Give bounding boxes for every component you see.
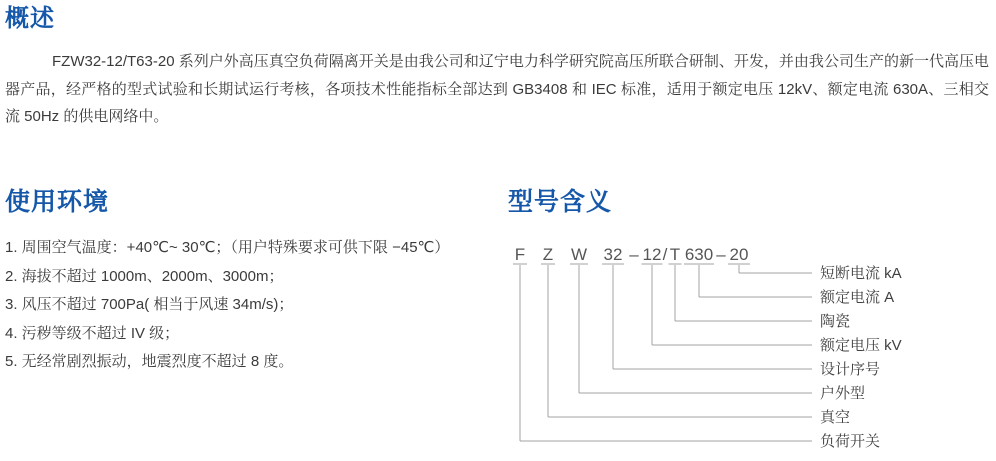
environment-item-3: 3. 风压不超过 700Pa( 相当于风速 34m/s)； [5, 296, 294, 314]
model-part-label: 陶瓷 [820, 313, 851, 330]
model-code-part: 12 [642, 245, 662, 264]
model-code-part: / [662, 245, 668, 264]
model-code-part: 20 [729, 245, 749, 264]
model-part-label: 户外型 [820, 385, 866, 402]
model-code-part: W [570, 245, 588, 264]
model-part-label: 负荷开关 [820, 433, 881, 450]
model-code-part: T [669, 245, 681, 264]
environment-item-5: 5. 无经常剧烈振动，地震烈度不超过 8 度。 [5, 353, 294, 371]
model-code-part: – [716, 245, 726, 264]
model-part-label: 真空 [820, 409, 851, 426]
model-part-label: 短断电流 kA [820, 265, 902, 282]
overview-heading: 概述 [5, 5, 55, 32]
environment-item-2: 2. 海拔不超过 1000m、2000m、3000m； [5, 267, 284, 285]
model-part-label: 额定电压 kV [820, 337, 902, 354]
model-code-part: F [514, 245, 526, 264]
model-code-part: – [629, 245, 639, 264]
model-code-part: 630 [684, 245, 714, 264]
model-part-label: 设计序号 [820, 361, 881, 378]
model-code-part: Z [542, 245, 554, 264]
model-designation-diagram [500, 230, 996, 461]
overview-paragraph: FZW32-12/T63-20 系列户外高压真空负荷隔离开关是由我公司和辽宁电力科学研究院高压所联合研制、开发，并由我公司生产的新一代高压电器产品，经严格的型式试验和长期试运行考核，各项技术性能指标全部达到 GB3408 和 IEC 标准，适用于额定电压 12kV、额定电流 630A、三相交流 50Hz 的供电网络中。 [5, 53, 989, 125]
model-code-part: 32 [603, 245, 623, 264]
model-part-label: 额定电流 A [820, 289, 895, 306]
environment-list [5, 234, 449, 377]
environment-item-1: 1. 周围空气温度：+40℃~ 30℃；（用户特殊要求可供下限 −45℃） [5, 239, 450, 256]
environment-item-4: 4. 污秽等级不超过 IV 级； [5, 324, 180, 342]
model-heading: 型号含义 [508, 188, 613, 216]
environment-heading: 使用环境 [5, 188, 110, 216]
